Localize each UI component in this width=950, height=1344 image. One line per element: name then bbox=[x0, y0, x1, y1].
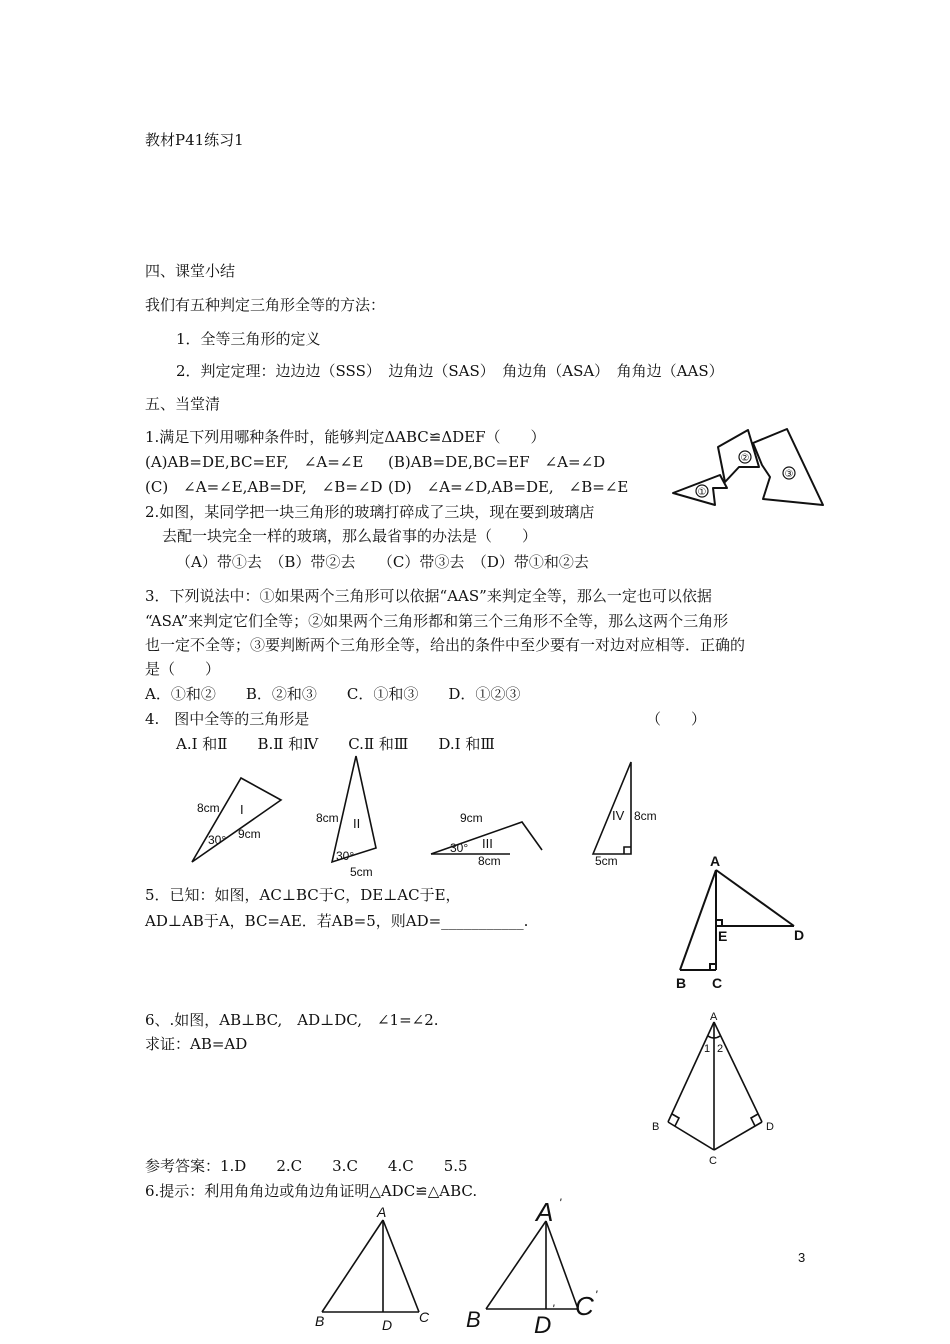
q3-stem-line3: 也一定不全等；③要判断两个三角形全等，给出的条件中至少要有一对边对应相等．正确的 bbox=[145, 636, 746, 654]
method-1: 1．全等三角形的定义 bbox=[176, 330, 321, 348]
q4-answer-paren: （ ） bbox=[646, 710, 707, 728]
q3-stem-line1: 3．下列说法中：①如果两个三角形可以依据“AAS”来判定全等，那么一定也可以依据 bbox=[145, 587, 712, 605]
q4-triangles-figure bbox=[190, 752, 670, 882]
svg-text:9cm: 9cm bbox=[460, 811, 483, 825]
q2-stem-line1: 2.如图，某同学把一块三角形的玻璃打碎成了三块，现在要到玻璃店 bbox=[145, 503, 595, 521]
section-5-heading: 五、当堂清 bbox=[145, 395, 221, 413]
svg-text:C: C bbox=[709, 1155, 717, 1167]
q4-options: A.Ⅰ 和Ⅱ B.Ⅱ 和Ⅳ C.Ⅱ 和Ⅲ D.Ⅰ 和Ⅲ bbox=[176, 735, 495, 753]
svg-text:B: B bbox=[315, 1313, 325, 1329]
q2-options: （A）带①去 （B）带②去 （C）带③去 （D）带①和②去 bbox=[176, 553, 589, 571]
svg-text:I: I bbox=[240, 802, 244, 817]
triangle-1 bbox=[192, 778, 281, 862]
svg-text:E: E bbox=[718, 928, 728, 944]
textbook-exercise: 教材P41练习1 bbox=[145, 131, 244, 149]
svg-text:C: C bbox=[575, 1291, 594, 1321]
q5-figure bbox=[672, 852, 812, 994]
svg-text:D: D bbox=[794, 927, 805, 943]
svg-text:5cm: 5cm bbox=[350, 865, 373, 879]
svg-text:': ' bbox=[552, 1302, 555, 1316]
glass-label-1: ① bbox=[697, 487, 707, 498]
q6-prove: 求证：AB=AD bbox=[145, 1035, 248, 1053]
page-number: 3 bbox=[798, 1250, 806, 1265]
svg-text:5cm: 5cm bbox=[595, 854, 618, 868]
q1-option-b: (B)AB=DE,BC=EF ∠A=∠D bbox=[388, 453, 606, 471]
svg-text:III: III bbox=[482, 836, 493, 851]
svg-text:B: B bbox=[652, 1121, 660, 1133]
q1-option-a: (A)AB=DE,BC=EF, ∠A=∠E bbox=[145, 453, 364, 471]
svg-text:B: B bbox=[676, 975, 687, 991]
svg-text:8cm: 8cm bbox=[634, 809, 657, 823]
svg-text:': ' bbox=[595, 1288, 598, 1302]
svg-text:D: D bbox=[766, 1121, 774, 1133]
svg-text:A: A bbox=[377, 1204, 387, 1220]
svg-text:8cm: 8cm bbox=[197, 801, 220, 815]
q3-options: A．①和② B．②和③ C．①和③ D．①②③ bbox=[145, 685, 521, 703]
triangle-2 bbox=[332, 756, 376, 862]
q2-stem-line2: 去配一块完全一样的玻璃，那么最省事的办法是（ ） bbox=[162, 527, 538, 545]
svg-text:30°: 30° bbox=[336, 849, 355, 863]
svg-text:9cm: 9cm bbox=[238, 827, 261, 841]
svg-text:D: D bbox=[534, 1312, 552, 1339]
svg-text:8cm: 8cm bbox=[478, 854, 501, 868]
svg-text:A: A bbox=[710, 1011, 718, 1023]
glass-label-3: ③ bbox=[784, 469, 794, 480]
svg-text:2: 2 bbox=[717, 1043, 724, 1055]
answer-hint: 6.提示：利用角角边或角边角证明△ADC≌△ABC. bbox=[145, 1182, 478, 1200]
q1-option-d: (D) ∠A=∠D,AB=DE, ∠B=∠E bbox=[388, 478, 629, 496]
section-4-heading: 四、课堂小结 bbox=[145, 262, 236, 280]
q5-stem-line2: AD⊥AB于A，BC=AE．若AB=5，则AD=___________. bbox=[145, 912, 529, 930]
q3-stem-line4: 是（ ） bbox=[145, 660, 221, 678]
svg-text:D: D bbox=[382, 1317, 393, 1333]
svg-text:C: C bbox=[419, 1309, 430, 1325]
svg-text:': ' bbox=[559, 1196, 562, 1210]
q4-stem: 4. 图中全等的三角形是 bbox=[145, 710, 310, 728]
answer-figure-2 bbox=[462, 1195, 612, 1344]
q1-option-c: (C) ∠A=∠E,AB=DF, ∠B=∠D bbox=[145, 478, 383, 496]
q1-stem: 1.满足下列用哪种条件时，能够判定ΔABC≌ΔDEF（ ） bbox=[145, 428, 546, 446]
answer-figure-1 bbox=[305, 1202, 445, 1342]
glass-label-2: ② bbox=[740, 453, 750, 464]
q5-stem-line1: 5．已知：如图，AC⊥BC于C，DE⊥AC于E， bbox=[145, 886, 461, 904]
svg-text:8cm: 8cm bbox=[316, 811, 339, 825]
svg-text:A: A bbox=[536, 1197, 554, 1227]
svg-text:IV: IV bbox=[612, 808, 625, 823]
q6-figure bbox=[648, 1010, 788, 1168]
svg-text:30°: 30° bbox=[208, 833, 227, 847]
answer-key: 参考答案：1.D 2.C 3.C 4.C 5.5 bbox=[145, 1157, 468, 1175]
svg-text:II: II bbox=[353, 816, 361, 831]
svg-text:B: B bbox=[466, 1307, 481, 1332]
svg-text:1: 1 bbox=[704, 1043, 711, 1055]
svg-text:C: C bbox=[712, 975, 723, 991]
broken-glass-figure bbox=[665, 425, 830, 515]
method-2: 2．判定定理：边边边（SSS） 边角边（SAS） 角边角（ASA） 角角边（AAS） bbox=[176, 362, 724, 380]
svg-text:A: A bbox=[710, 853, 721, 869]
svg-text:30°: 30° bbox=[450, 841, 469, 855]
five-methods-intro: 我们有五种判定三角形全等的方法： bbox=[145, 296, 386, 314]
q6-stem: 6、.如图，AB⊥BC, AD⊥DC, ∠1=∠2. bbox=[145, 1011, 439, 1029]
q3-stem-line2: “ASA”来判定它们全等；②如果两个三角形都和第三个三角形不全等，那么这两个三角形 bbox=[145, 612, 729, 630]
